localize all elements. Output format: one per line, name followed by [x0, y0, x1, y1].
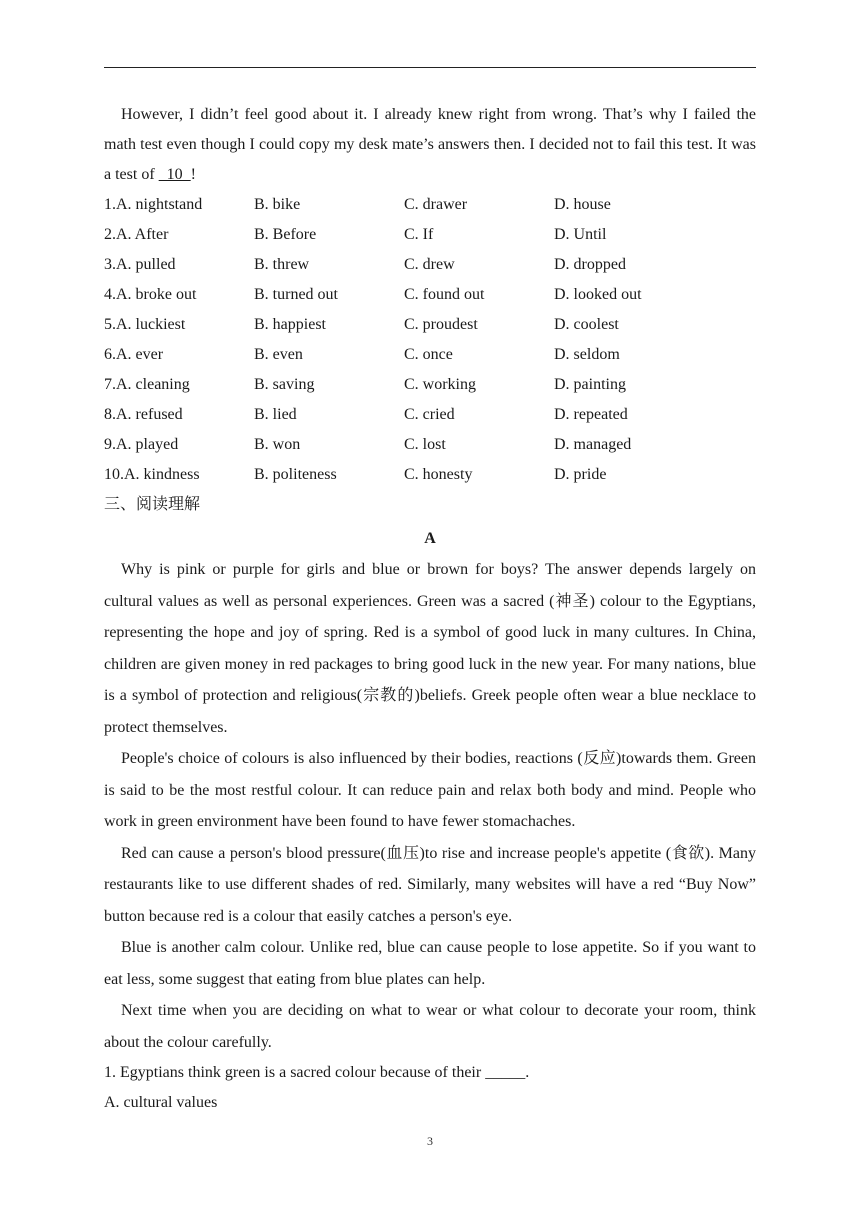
section-title: 三、阅读理解 [104, 496, 201, 513]
option-b: B. politeness [254, 466, 337, 483]
option-b: B. saving [254, 376, 315, 393]
option-d: D. coolest [554, 316, 619, 333]
option-c: C. proudest [404, 316, 478, 333]
option-a: A. broke out [116, 286, 197, 303]
option-row [104, 250, 756, 280]
option-d: D. Until [554, 226, 607, 243]
passage-paragraph: Why is pink or purple for girls and blue or brown for boys? The answer depends largely on cultural values as well as personal experiences. Green was a sacred (神圣) colour to the Egyptians, representing the hope and joy of spring. Red is a symbol of good luck in many cultures. In China, children are given money in red packages to bring good luck in the new year. For many nations, blue is a symbol of protection and religious(宗教的)beliefs. Greek people often wear a blue necklace to protect themselves. [104, 561, 756, 736]
passage-label: A [424, 530, 436, 547]
passage-paragraph: Red can cause a person's blood pressure(血压)to rise and increase people's appetite (食欲). Many restaurants like to use different shades of red. Similarly, many websites will have a red “Buy Now” button because red is a colour that easily catches a person's eye. [104, 844, 756, 925]
option-b: B. lied [254, 406, 297, 423]
cloze-text-after-blank: ! [190, 166, 196, 183]
cloze-options-list [104, 190, 756, 490]
option-a: A. refused [116, 406, 183, 423]
option-row [104, 220, 756, 250]
option-c: C. cried [404, 406, 455, 423]
option-number: 8. [104, 406, 116, 423]
option-d: D. seldom [554, 346, 620, 363]
option-d: D. painting [554, 376, 626, 393]
option-b: B. bike [254, 196, 301, 213]
option-d: D. looked out [554, 286, 642, 303]
header-rule [104, 67, 756, 68]
option-c: C. once [404, 346, 453, 363]
option-number: 1. [104, 196, 116, 213]
option-d: D. pride [554, 466, 607, 483]
option-a: A. kindness [124, 466, 200, 483]
option-a: A. cleaning [116, 376, 190, 393]
option-a: A. pulled [116, 256, 176, 273]
option-number: 4. [104, 286, 116, 303]
option-b: B. even [254, 346, 303, 363]
option-number: 3. [104, 256, 116, 273]
option-c: C. lost [404, 436, 446, 453]
option-number: 10. [104, 466, 124, 483]
option-d: D. repeated [554, 406, 628, 423]
option-number: 9. [104, 436, 116, 453]
question-1: 1. Egyptians think green is a sacred colour because of their _____. [104, 1064, 530, 1081]
option-b: B. threw [254, 256, 310, 273]
option-b: B. won [254, 436, 301, 453]
option-b: B. happiest [254, 316, 326, 333]
option-c: C. working [404, 376, 476, 393]
option-number: 6. [104, 346, 116, 363]
passage-paragraph: Blue is another calm colour. Unlike red, blue can cause people to lose appetite. So if you want to eat less, some suggest that eating from blue plates can help. [104, 939, 756, 988]
option-d: D. house [554, 196, 611, 213]
option-row [104, 340, 756, 370]
reading-passage [104, 554, 756, 1058]
option-a: A. luckiest [116, 316, 186, 333]
question-1-option-a: A. cultural values [104, 1094, 218, 1111]
cloze-paragraph [104, 100, 756, 190]
option-row [104, 370, 756, 400]
option-c: C. If [404, 226, 434, 243]
option-row [104, 430, 756, 460]
passage-paragraph: Next time when you are deciding on what to wear or what colour to decorate your room, think about the colour carefully. [104, 1002, 756, 1051]
option-number: 2. [104, 226, 116, 243]
option-a: A. played [116, 436, 179, 453]
option-c: C. drawer [404, 196, 468, 213]
cloze-blank-10: 10 [158, 166, 191, 183]
option-d: D. managed [554, 436, 632, 453]
option-row [104, 310, 756, 340]
option-d: D. dropped [554, 256, 626, 273]
page-number: 3 [427, 1134, 433, 1148]
option-a: A. nightstand [116, 196, 203, 213]
cloze-text-before-blank: However, I didn’t feel good about it. I already knew right from wrong. That’s why I failed the math test even though I could copy my desk mate’s answers then. I decided not to fail this test. It was a test of [104, 106, 756, 183]
option-c: C. found out [404, 286, 485, 303]
option-b: B. Before [254, 226, 317, 243]
page-content [104, 100, 756, 1118]
option-number: 5. [104, 316, 116, 333]
option-row [104, 400, 756, 430]
option-number: 7. [104, 376, 116, 393]
option-row [104, 190, 756, 220]
option-row [104, 460, 756, 490]
option-c: C. honesty [404, 466, 473, 483]
option-row [104, 280, 756, 310]
option-b: B. turned out [254, 286, 338, 303]
option-a: A. After [116, 226, 169, 243]
option-c: C. drew [404, 256, 455, 273]
passage-paragraph: People's choice of colours is also influenced by their bodies, reactions (反应)towards them. Green is said to be the most restful colour. It can reduce pain and relax both body and mind. People who work in green environment have been found to have fewer stomachaches. [104, 750, 756, 830]
option-a: A. ever [116, 346, 164, 363]
